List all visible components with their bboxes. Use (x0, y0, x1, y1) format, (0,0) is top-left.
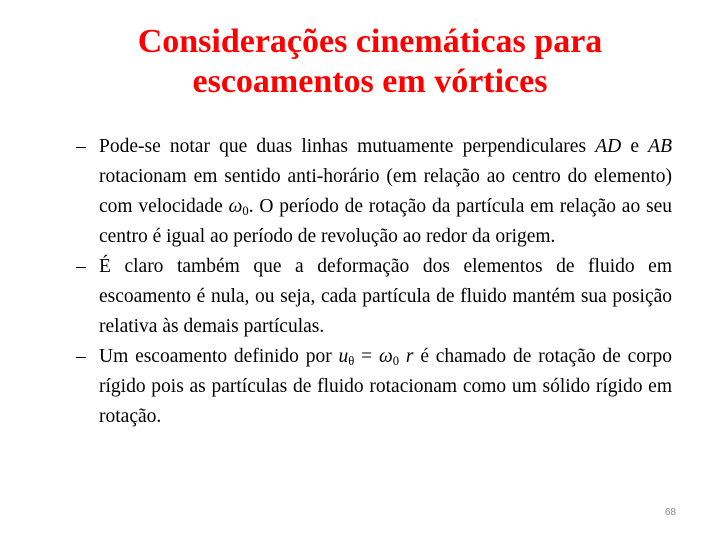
bullet-3-sub-theta: θ (348, 354, 355, 369)
bullet-item-1 (76, 132, 672, 252)
slide-title (60, 22, 680, 102)
bullet-item-2 (76, 252, 672, 342)
bullet-3-text-a: Um escoamento definido por (99, 346, 339, 367)
bullet-dash: – (76, 346, 86, 367)
bullet-3-var-r: r (405, 346, 414, 367)
bullet-1-text-c: rotacionam em sentido anti-horário (em relação ao centro do elemento) com velocidade (99, 166, 672, 217)
bullet-1-var-ab: AB (648, 136, 672, 157)
bullet-item-3 (76, 342, 673, 432)
bullet-1-text-d: . O período de rotação da partícula em relação ao seu centro é igual ao período de revolução ao redor da origem. (99, 196, 672, 247)
bullet-1-var-ad: AD (595, 136, 622, 157)
bullet-dash: – (76, 256, 86, 277)
slide-title-line-1: Considerações cinemáticas para (137, 23, 603, 60)
bullet-dash: – (76, 136, 86, 157)
bullet-1-text-b: e (621, 136, 649, 157)
bullet-1-text-a: Pode-se notar que duas linhas mutuamente perpendiculares (99, 136, 596, 157)
slide-title-line-2: escoamentos em vórtices (192, 63, 548, 100)
bullet-3-text-b: = (354, 346, 379, 367)
bullet-1-var-omega: ω (228, 196, 243, 217)
bullet-1-sub-0: 0 (242, 204, 249, 219)
bullet-3-sub-0: 0 (392, 354, 400, 369)
page-number: 68 (664, 507, 676, 518)
bullet-3-text-c (399, 346, 406, 367)
bullet-3-text-d: é chamado de rotação de corpo rígido pois as partículas de fluido rotacionam como um sólido rígido em rotação. (99, 346, 673, 427)
bullet-3-var-omega: ω (378, 346, 393, 367)
bullet-2-text: É claro também que a deformação dos elementos de fluido em escoamento é nula, ou seja, cada partícula de fluido mantém sua posição relativa às demais partículas. (99, 256, 672, 337)
bullet-3-var-u: u (338, 346, 349, 367)
bullet-list (76, 132, 673, 432)
